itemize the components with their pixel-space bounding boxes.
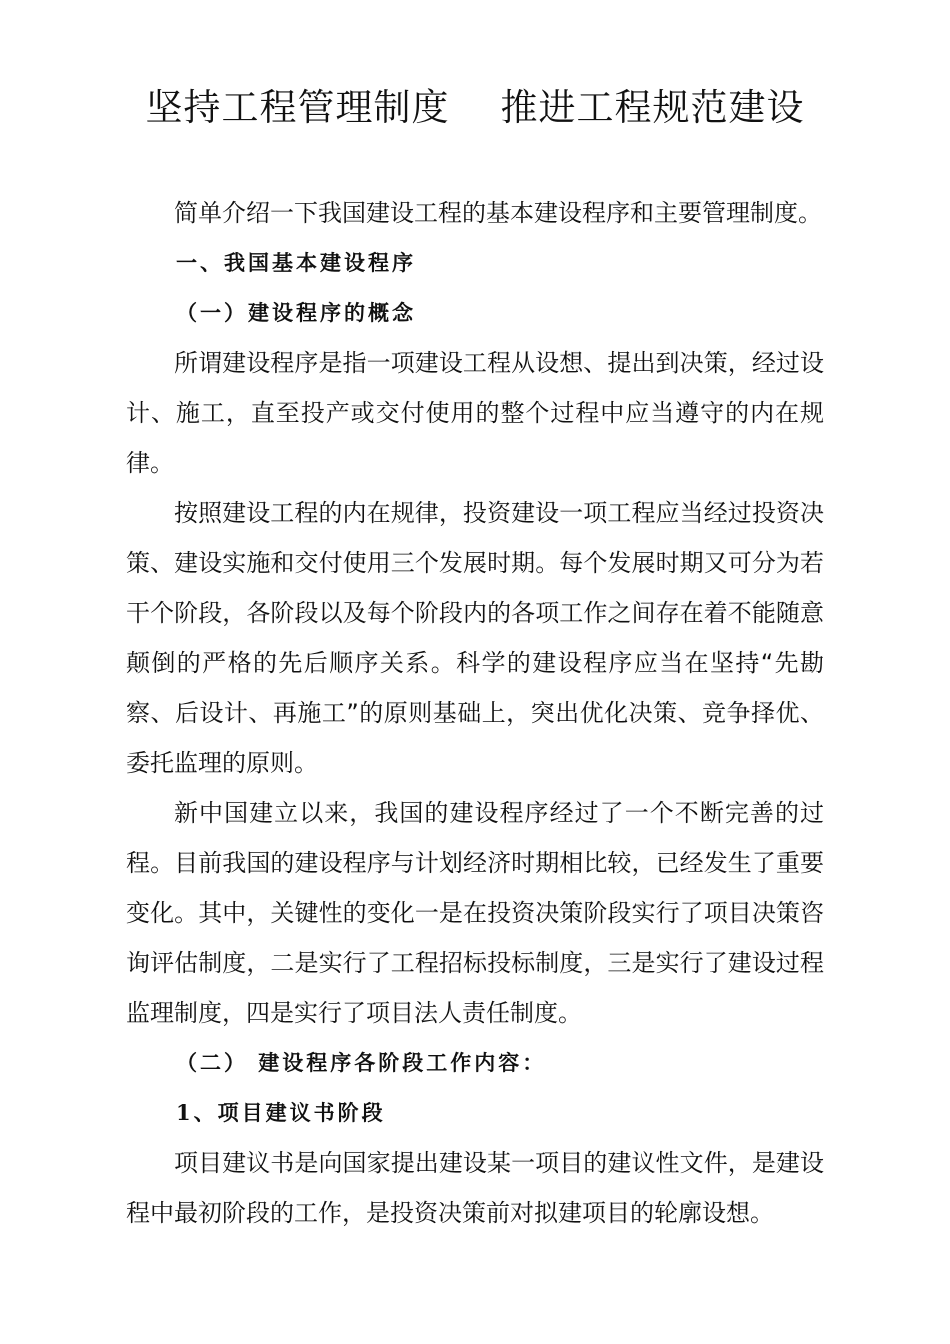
document-body [126,188,824,1238]
page-title: 坚持工程管理制度 推进工程规范建设 [145,86,805,129]
section-heading-construction-procedure: 一、我国基本建设程序 [176,250,416,275]
paragraph-historical-changes: 新中国建立以来，我国的建设程序经过了一个不断完善的过程。目前我国的建设程序与计划经济时期相比较，已经发生了重要变化。其中，关键性的变化一是在投资决策阶段实行了项目决策咨询评估制度，二是实行了工程招标投标制度，三是实行了建设过程监理制度，四是实行了项目法人责任制度。 [126,799,824,1027]
subsection-heading-concept: （一）建设程序的概念 [176,300,416,325]
item-heading-project-proposal: 1、项目建议书阶段 [176,1100,386,1125]
subsection-heading-stage-contents: （二） 建设程序各阶段工作内容： [176,1050,547,1075]
intro-paragraph: 简单介绍一下我国建设工程的基本建设程序和主要管理制度。 [174,199,822,227]
paragraph-project-proposal: 项目建议书是向国家提出建设某一项目的建议性文件，是建设程中最初阶段的工作，是投资决策前对拟建项目的轮廓设想。 [126,1149,824,1227]
paragraph-development-periods: 按照建设工程的内在规律，投资建设一项工程应当经过投资决策、建设实施和交付使用三个发展时期。每个发展时期又可分为若干个阶段，各阶段以及每个阶段内的各项工作之间存在着不能随意颠倒的严格的先后顺序关系。科学的建设程序应当在坚持“先勘察、后设计、再施工”的原则基础上，突出优化决策、竞争择优、委托监理的原则。 [126,499,824,777]
paragraph-definition: 所谓建设程序是指一项建设工程从设想、提出到决策，经过设计、施工，直至投产或交付使用的整个过程中应当遵守的内在规律。 [126,349,824,477]
